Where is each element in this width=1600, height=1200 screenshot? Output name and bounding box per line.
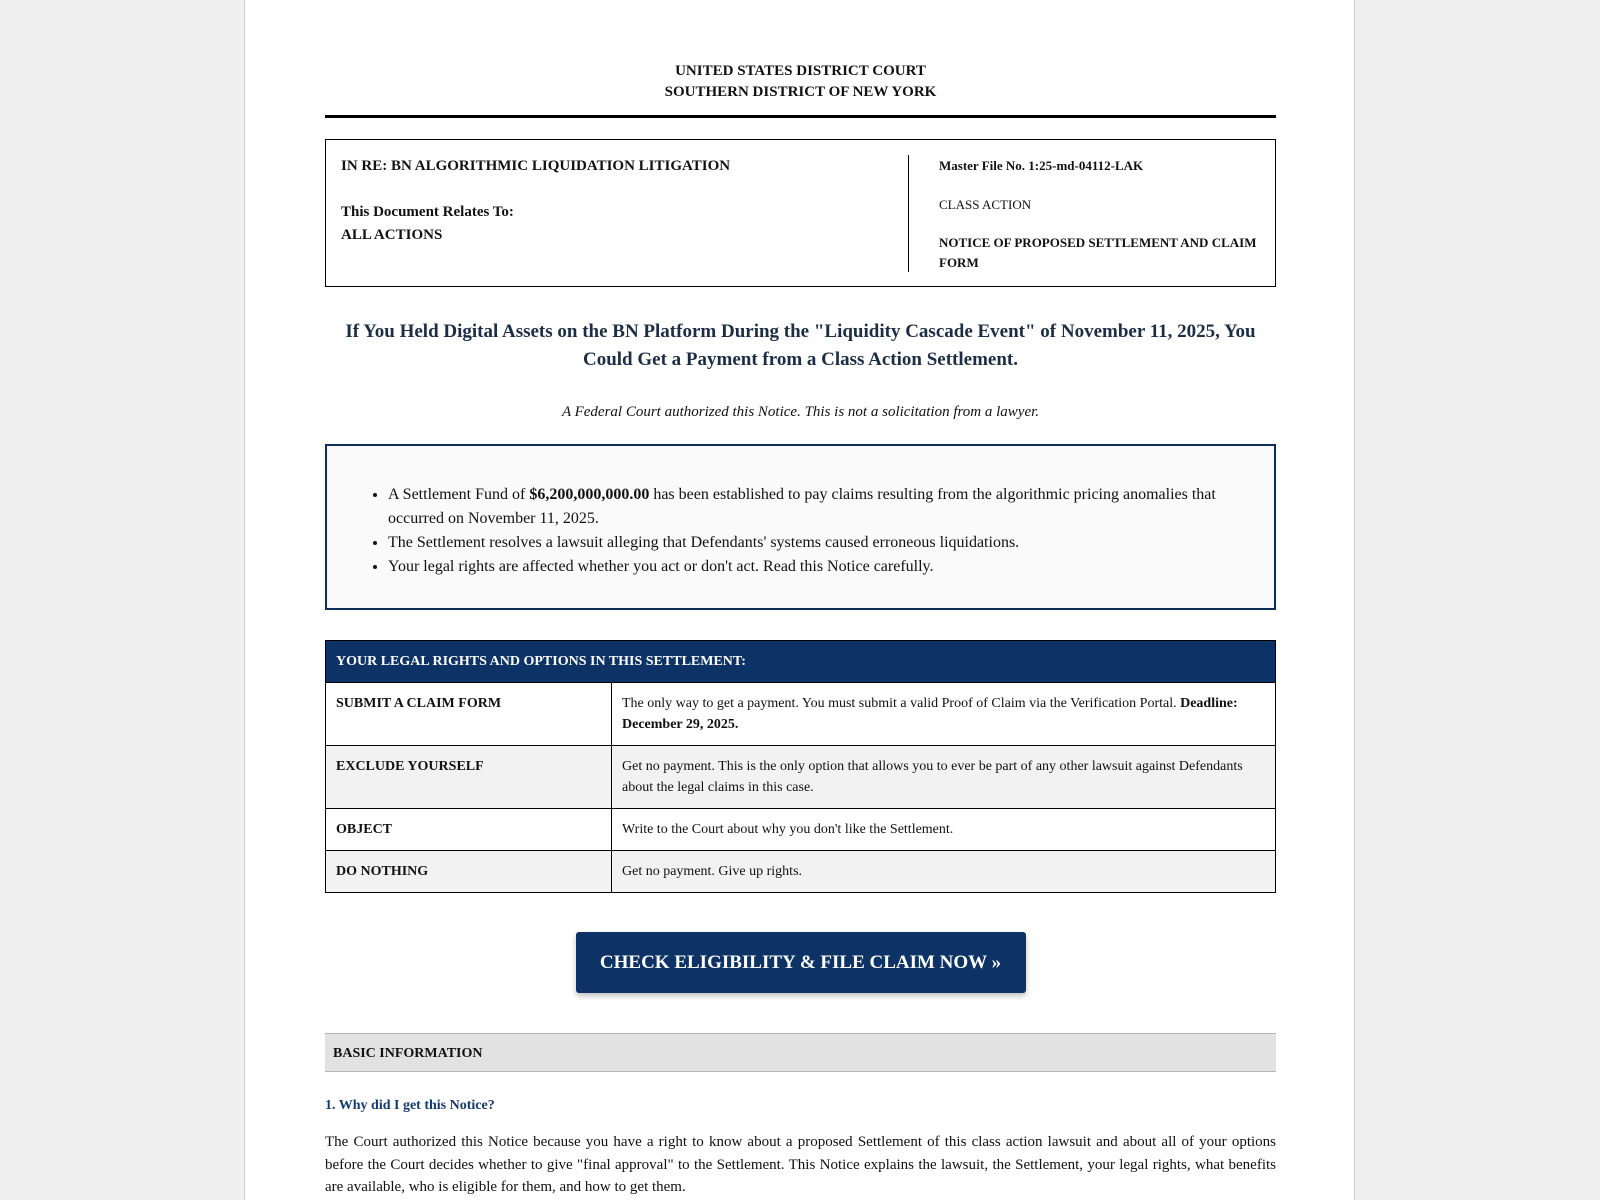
document-content [325, 0, 1276, 1199]
header-rule [325, 115, 1276, 118]
court-header [325, 61, 1276, 103]
option-description: Write to the Court about why you don't like the Settlement. [612, 809, 1276, 851]
option-label: OBJECT [326, 809, 612, 851]
rights-table-header: YOUR LEGAL RIGHTS AND OPTIONS IN THIS SETTLEMENT: [326, 641, 1276, 683]
case-caption [325, 139, 1276, 287]
legal-rights-table [325, 640, 1276, 893]
summary-item-lawsuit: • The Settlement resolves a lawsuit alleging that Defendants' systems caused erroneous liquidations. [388, 531, 1234, 555]
option-label: EXCLUDE YOURSELF [326, 746, 612, 809]
master-file-number: Master File No. 1:25-md-04112-LAK [939, 158, 1144, 173]
caption-file-info [939, 156, 1259, 273]
court-district: SOUTHERN DISTRICT OF NEW YORK [664, 84, 937, 100]
relates-to [341, 201, 881, 247]
class-action-label: CLASS ACTION [939, 197, 1032, 212]
table-row [326, 851, 1276, 893]
caption-parties [341, 156, 881, 247]
faq-question: 1. Why did I get this Notice? [325, 1098, 495, 1113]
document-page [244, 0, 1355, 1200]
document-title: NOTICE OF PROPOSED SETTLEMENT AND CLAIM FORM [939, 235, 1257, 270]
table-row [326, 683, 1276, 746]
summary-fund-prefix: A Settlement Fund of [388, 486, 530, 503]
case-name: IN RE: BN ALGORITHMIC LIQUIDATION LITIGATION [341, 158, 731, 174]
authorization-statement: A Federal Court authorized this Notice. This is not a solicitation from a lawyer. [561, 404, 1040, 420]
notice-headline: If You Held Digital Assets on the BN Platform During the "Liquidity Cascade Event" of November 11, 2025, You Could Get a Payment from a Class Action Settlement. [345, 321, 1256, 370]
table-row [326, 809, 1276, 851]
caption-divider [908, 155, 909, 272]
summary-list [327, 446, 1274, 579]
court-name: UNITED STATES DISTRICT COURT [675, 63, 926, 79]
table-row [326, 746, 1276, 809]
summary-item-fund [388, 483, 1234, 531]
section-heading-basic-information: BASIC INFORMATION [325, 1033, 1276, 1072]
option-description: Get no payment. Give up rights. [612, 851, 1276, 893]
file-claim-button[interactable]: CHECK ELIGIBILITY & FILE CLAIM NOW » [576, 932, 1026, 993]
option-description: Get no payment. This is the only option that allows you to ever be part of any other lawsuit against Defendants about the legal claims in this case. [612, 746, 1276, 809]
option-label: DO NOTHING [326, 851, 612, 893]
cta-wrapper [325, 932, 1276, 993]
summary-fund-suffix: has been established to pay claims resulting from the algorithmic pricing anomalies that occurred on November 11, 2025. [388, 486, 1216, 527]
rights-table-header-row [326, 641, 1276, 683]
settlement-amount: $6,200,000,000.00 [529, 486, 650, 503]
option-description [612, 683, 1276, 746]
option-label: SUBMIT A CLAIM FORM [326, 683, 612, 746]
faq-answer: The Court authorized this Notice because you have a right to know about a proposed Settlement of this class action lawsuit and about all of your options before the Court decides whether to give "final approval" to the Settlement. This Notice explains the lawsuit, the Settlement, your legal rights, what benefits are available, who is eligible for them, and how to get them. [325, 1134, 1276, 1195]
option-description-text: The only way to get a payment. You must submit a valid Proof of Claim via the Verification Portal. [622, 696, 1181, 711]
relates-label: This Document Relates To: [341, 204, 514, 220]
claim-deadline: Deadline: December 29, 2025. [622, 696, 1238, 732]
relates-value: ALL ACTIONS [341, 227, 443, 243]
summary-item-rights: • Your legal rights are affected whether you act or don't act. Read this Notice carefully. [388, 555, 1234, 579]
summary-box [325, 444, 1276, 610]
